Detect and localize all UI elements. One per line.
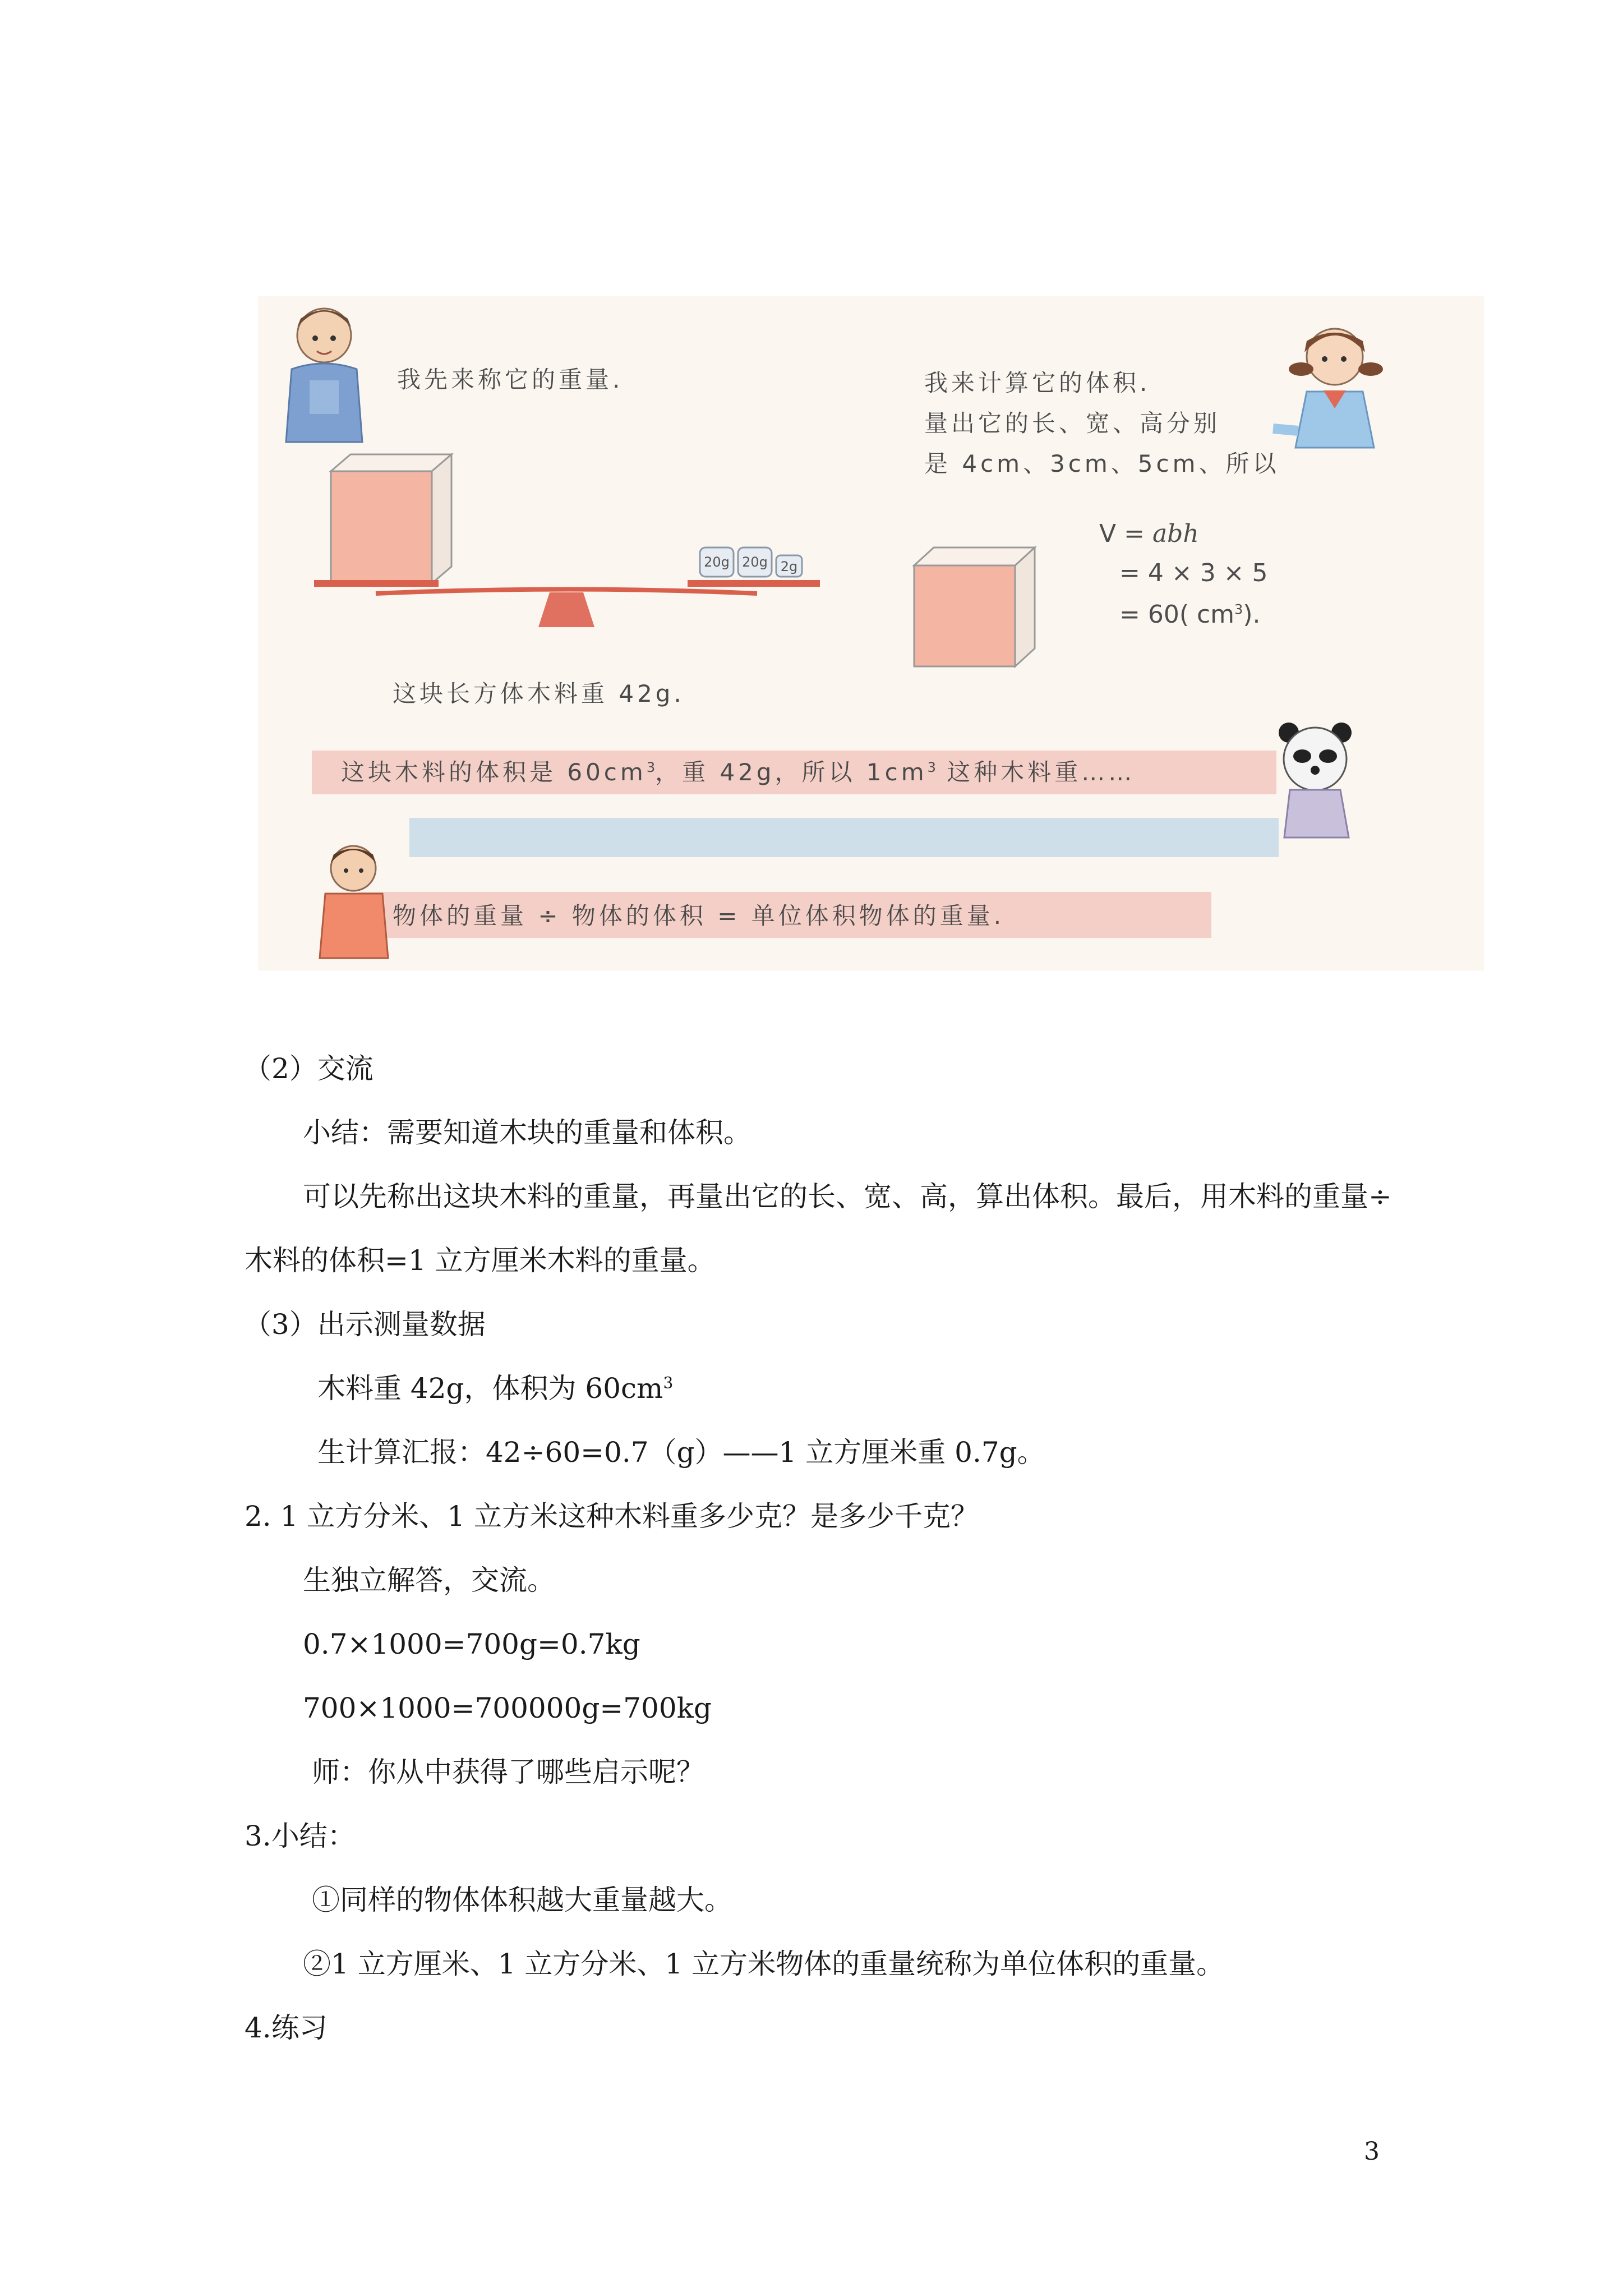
independent-answer: 生独立解答，交流。 bbox=[303, 1564, 555, 1596]
panda-character-icon bbox=[1279, 723, 1352, 838]
volume-formula-line-3 bbox=[1119, 602, 1260, 627]
formula-abh: abh bbox=[1152, 519, 1199, 548]
teacher-question: 师：你从中获得了哪些启示呢？ bbox=[312, 1756, 704, 1788]
panda-exponent-1: 3 bbox=[646, 760, 656, 775]
weight-tag-1: 20g bbox=[704, 554, 730, 570]
scale-caption: 这块长方体木料重 42g. bbox=[393, 680, 685, 707]
measurement-exponent: 3 bbox=[663, 1373, 674, 1392]
panda-text-part-3: 这种木料重…… bbox=[935, 758, 1136, 786]
measurement-data bbox=[317, 1372, 674, 1405]
girl-speech-line-3: 是 4cm、3cm、5cm、所以 bbox=[924, 450, 1280, 477]
unit-weight-formula: 物体的重量 ÷ 物体的体积 = 单位体积物体的重量. bbox=[393, 902, 1005, 930]
section-practice: 4.练习 bbox=[245, 2012, 328, 2044]
wooden-block-measured-icon bbox=[914, 547, 1035, 666]
panda-exponent-2: 3 bbox=[927, 760, 936, 775]
formula-suffix: ). bbox=[1243, 600, 1261, 629]
calculation-report: 生计算汇报：42÷60=0.7（g）——1 立方厘米重 0.7g。 bbox=[317, 1436, 1045, 1469]
section-summary: 3.小结： bbox=[245, 1820, 356, 1852]
bottom-boy-character-icon bbox=[320, 846, 388, 958]
summary-line: 小结：需要知道木块的重量和体积。 bbox=[303, 1116, 751, 1149]
panda-text-part-2: ，重 42g，所以 1cm bbox=[655, 758, 928, 786]
formula-result: = 60( cm bbox=[1119, 600, 1235, 629]
volume-formula-line-1 bbox=[1099, 519, 1199, 548]
equation-2: 700×1000=700000g=700kg bbox=[303, 1692, 712, 1724]
boy-speech-text: 我先来称它的重量. bbox=[397, 366, 624, 393]
equation-1: 0.7×1000=700g=0.7kg bbox=[303, 1628, 640, 1660]
illustration-drawing bbox=[258, 296, 1484, 970]
method-line-2: 木料的体积=1 立方厘米木料的重量。 bbox=[245, 1244, 716, 1277]
textbook-illustration bbox=[258, 296, 1484, 970]
summary-point-1: ①同样的物体体积越大重量越大。 bbox=[312, 1884, 732, 1916]
wooden-block-on-scale-icon bbox=[331, 454, 451, 583]
method-line-1: 可以先称出这块木料的重量，再量出它的长、宽、高，算出体积。最后，用木料的重量÷ bbox=[303, 1180, 1392, 1213]
panda-speech-text bbox=[341, 758, 1136, 786]
page-number: 3 bbox=[1364, 2137, 1380, 2166]
blank-answer-strip bbox=[409, 818, 1279, 857]
weight-tag-3: 2g bbox=[780, 559, 798, 574]
formula-exponent: 3 bbox=[1234, 601, 1243, 618]
boy-character-icon bbox=[286, 309, 362, 442]
girl-speech-line-1: 我来计算它的体积. bbox=[924, 369, 1151, 397]
summary-point-2: ②1 立方厘米、1 立方分米、1 立方米物体的重量统称为单位体积的重量。 bbox=[303, 1948, 1225, 1980]
section-show-data: （3）出示测量数据 bbox=[243, 1308, 486, 1341]
formula-prefix: V = bbox=[1099, 519, 1152, 548]
section-exchange: （2）交流 bbox=[243, 1052, 374, 1085]
weight-tag-2: 20g bbox=[742, 554, 768, 570]
question-2: 2. 1 立方分米、1 立方米这种木料重多少克？是多少千克？ bbox=[245, 1500, 979, 1533]
girl-character-icon bbox=[1273, 329, 1383, 448]
panda-text-part-1: 这块木料的体积是 60cm bbox=[341, 758, 647, 786]
girl-speech-line-2: 量出它的长、宽、高分别 bbox=[924, 409, 1221, 437]
volume-formula-line-2: = 4 × 3 × 5 bbox=[1119, 559, 1268, 587]
measurement-text: 木料重 42g，体积为 60cm bbox=[317, 1372, 663, 1405]
